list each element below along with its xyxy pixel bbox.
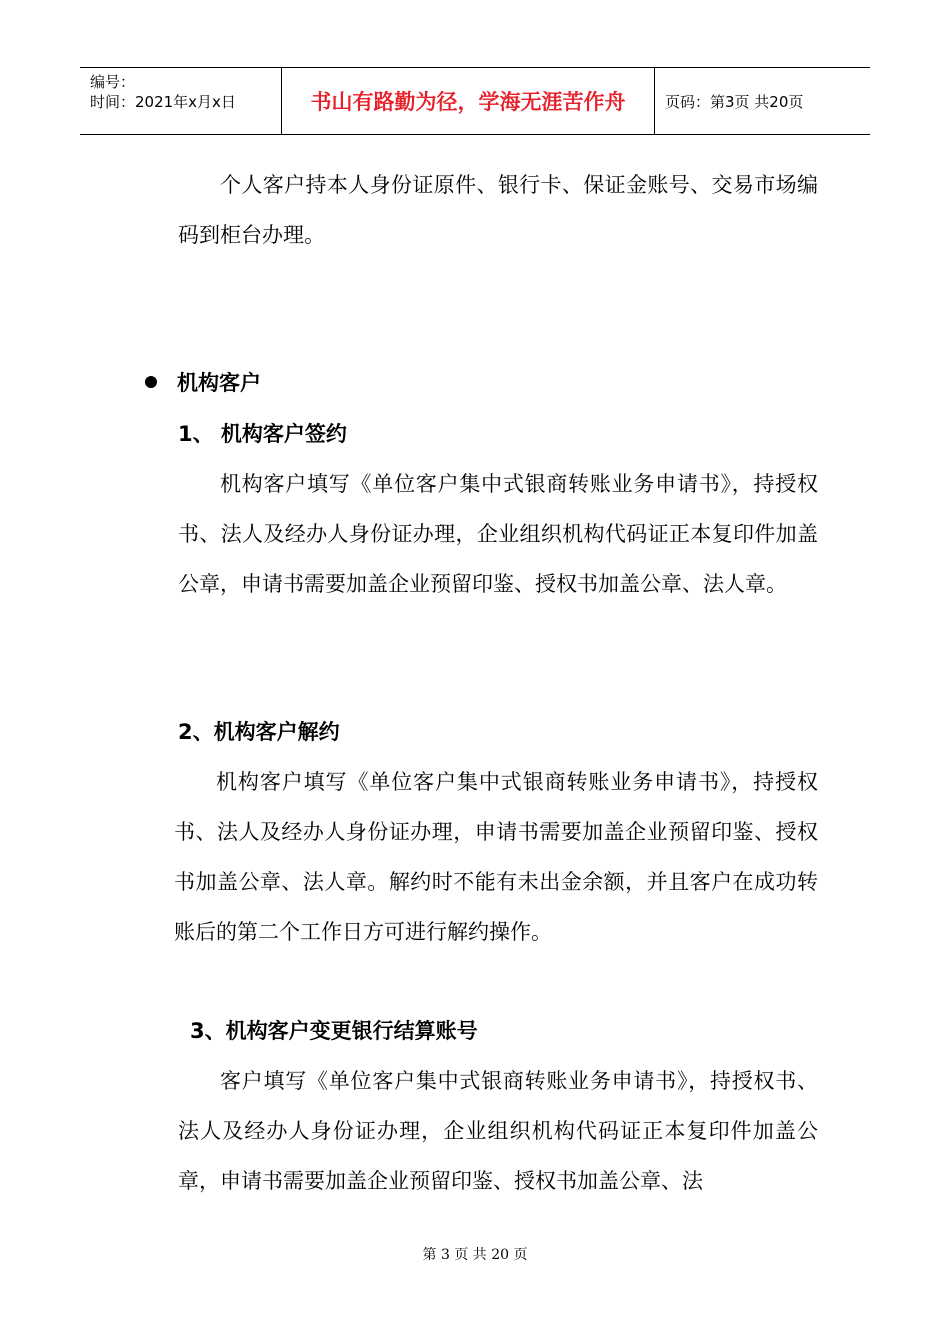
subsection-1-text: 机构客户填写《单位客户集中式银商转账业务申请书》，持授权书、法人及经办人身份证办理，企业组织机构代码证正本复印件加盖公章，申请书需要加盖企业预留印鉴、授权书加盖公章、法人章。 bbox=[178, 472, 818, 596]
header-meta bbox=[80, 68, 282, 134]
header-number: 编号： bbox=[90, 73, 136, 91]
section-title: 机构客户 bbox=[177, 371, 261, 395]
header-motto: 书山有路勤为径，学海无涯苦作舟 bbox=[282, 68, 655, 134]
subsection-2-text: 机构客户填写《单位客户集中式银商转账业务申请书》，持授权书、法人及经办人身份证办理，申请书需要加盖企业预留印鉴、授权书加盖公章、法人章。解约时不能有未出金余额，并且客户在成功转账后的第二个工作日方可进行解约操作。 bbox=[174, 770, 818, 944]
header-date: 时间：2021年x月x日 bbox=[90, 93, 236, 111]
section-heading bbox=[145, 368, 261, 398]
subsection-3-title: 3、机构客户变更银行结算账号 bbox=[190, 1019, 478, 1043]
header-page-number: 页码：第3页 共20页 bbox=[665, 92, 804, 111]
subsection-1-title: 1、 机构客户签约 bbox=[178, 422, 347, 446]
page-header bbox=[80, 67, 870, 135]
intro-paragraph: 个人客户持本人身份证原件、银行卡、保证金账号、交易市场编码到柜台办理。 bbox=[178, 173, 818, 247]
page-footer: 第 3 页 共 20 页 bbox=[422, 1247, 528, 1263]
bullet-icon bbox=[145, 376, 157, 388]
subsection-2-title: 2、机构客户解约 bbox=[178, 720, 340, 744]
subsection-3-text: 客户填写《单位客户集中式银商转账业务申请书》，持授权书、法人及经办人身份证办理，企业组织机构代码证正本复印件加盖公章，申请书需要加盖企业预留印鉴、授权书加盖公章、法 bbox=[178, 1069, 818, 1193]
